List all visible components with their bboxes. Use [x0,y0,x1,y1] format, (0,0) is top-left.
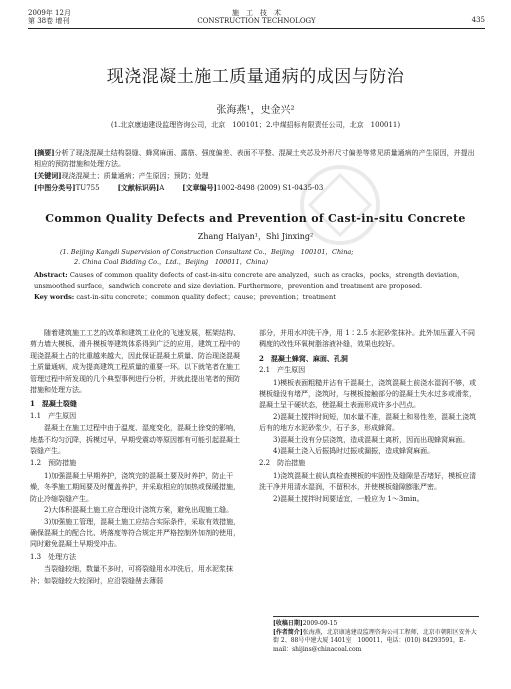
keywords-cn-text: 现浇混凝土；质量通病；产生原因；预防；处理 [61,172,209,180]
body-paragraph: 部分，并用水冲洗干净，用 1∶2.5 水泥砂浆抹补。此外加压灌入不同稠度的改性环氧树脂溶液补缝，效果也较好。 [259,329,476,349]
section-heading: 2 混凝土蜂窝、麻面、孔洞 [259,353,348,363]
received-label: [收稿日期] [273,620,303,627]
doc-code-item [118,182,165,194]
subsection-heading: 1.3 处理方法 [30,552,77,561]
body-paragraph: 3)混凝土没有分层浇筑，造成混凝土离析，因而出现蜂窝麻面。 [273,435,470,444]
body-paragraph: 3)加强施工管理，混凝土施工应结合实际条件，采取有效措施，确保混凝土的配合比、坍落度等符合规定并严格控制外加剂的使用，同时避免混凝土早期受冲击。 [30,517,241,549]
author-bio [273,629,479,655]
body-column-right [259,328,481,505]
journal-name [28,9,485,25]
body-paragraph: 随着建筑施工工艺的改革和建筑工业化的飞速发展，框架结构、剪力墙大模板、滑升模板等建筑体系得到广泛的应用，建筑工程中的现浇混凝土占的比重越来越大，因此保证混凝土质量、防治现浇混凝土质量通病，成为提高建筑工程质量的重要一环。以下就笔者在施工管理过程中所发现的几个典型事例进行分析，并就此提出笔者的预防措施和处理方法。 [30,329,240,395]
article-title-en: Common Quality Defects and Prevention of Cast-in-situ Concrete [45,212,466,225]
affiliation-en [60,247,471,267]
keywords-cn-label: [关键词] [34,171,62,180]
article-no-label: [文章编号] [182,183,217,192]
subsection-heading: 2.1 产生原因 [259,366,306,375]
keywords-cn [34,170,475,182]
affiliation-cn: (1.北京康迪建设监理咨询公司，北京 100101；2.中煤招标有限责任公司，北京 100011) [110,121,401,129]
abstract-en-label: Abstract: [34,271,68,279]
abstract-block-en [34,270,475,303]
subsection-heading: 2.2 防治措施 [259,459,306,468]
abstract-block-cn [34,147,475,194]
header-rule [28,28,485,29]
author-footnote [273,616,479,654]
classification-row [34,182,475,194]
abstract-cn-text: 分析了现浇混凝土结构裂缝、蜂窝麻面、露筋、强度偏差、表面不平整、混凝土夹芯及外形尺寸偏差等常见质量通病的产生原因，并提出相应的预防措施和处理方法。 [34,149,475,168]
affiliation-en-1: (1. Beijing Kangdi Supervision of Construction Consultant Co.，Beijing 100101，China; [60,248,354,256]
body-paragraph: 1)浇筑混凝土前认真检查模板的牢固性及缝隙是否堵好，模板应清洗干净并用清水湿润，不留积水，并使模板缝隙膨胀严密。 [259,471,477,492]
doc-code-label: [文献标识码] [117,183,160,192]
issue-date: 2009年 12月 [28,9,71,17]
clc-label: [中图分类号] [34,183,76,192]
clc-value: TU755 [75,184,100,192]
journal-name-cn: 施 工 技 术 [232,9,281,17]
subsection-heading: 1.1 产生原因 [30,411,77,420]
issue-volume: 第 38卷 增刊 [28,17,70,25]
keywords-en-text: cast-in-situ concrete；common quality defect；cause；prevention；treatment [76,293,336,301]
abstract-cn [34,147,475,170]
body-paragraph: 当裂缝较细，数量不多时，可将裂缝用水冲洗后，用水泥浆抹补；如裂缝较大较深时，应沿裂缝凿去薄弱 [30,565,233,585]
doc-code-value: A [159,184,165,192]
article-no-value: 1002-8498 (2009) S1-0435-03 [216,184,324,192]
body-paragraph: 2)大体积混凝土施工应合理设计浇筑方案，避免出现施工缝。 [44,506,234,515]
journal-name-en: CONSTRUCTION TECHNOLOGY [197,17,316,25]
body-column-left [30,328,242,587]
subsection-heading: 1.2 预防措施 [30,459,77,468]
authors-en: Zhang Haiyan¹，Shi Jinxing² [197,232,314,241]
clc-item [34,182,100,194]
keywords-en-label: Key words: [34,293,75,301]
abstract-en-text: Causes of common quality defects of cast-in-situ concrete are analyzed，such as cracks，pocks，strength deviation，unsmoothed surface，sandwich concrete and size deviation. Furthermore，prevention and treatment are proposed. [34,271,464,290]
body-paragraph: 混凝土在施工过程中由于温度、湿度变化，混凝土徐变的影响，地基不均匀沉降，拆模过早，早期受震动等原因都有可能引起混凝土裂缝产生。 [30,424,240,456]
body-paragraph: 1)模板表面粗糙并沾有干混凝土，浇筑混凝土前浇水湿润不够，或模板缝没有堵严，浇筑时，与模板接触部分的混凝土失水过多或滑浆，混凝土呈干硬状态，使混凝土表面形成许多小凹点。 [259,378,477,410]
page-number: 435 [471,16,485,24]
running-header [28,8,485,30]
body-paragraph: 2)混凝土搅拌时间短，加水量不准，混凝土和易性差，混凝土浇筑后有的地方水泥砂浆少，石子多，形成蜂窝。 [259,412,477,433]
abstract-cn-label: [摘要] [34,148,55,157]
affiliation-en-2: 2. China Coal Bidding Co.，Ltd.，Beijing 100011，China) [74,258,268,266]
keywords-en [34,292,475,303]
body-paragraph: 4)混凝土浇入后振捣时过振或漏振，造成蜂窝麻面。 [273,447,435,456]
received-date [273,620,479,629]
article-no-item [182,182,323,194]
body-paragraph: 1)加强混凝土早期养护，浇筑完的混凝土要及时养护，防止干燥，冬季施工期间要及时覆盖养护，并采取相应的加热或保暖措施，防止冷缩裂缝产生。 [30,471,240,503]
author-bio-text: 张海燕，北京康迪建设监理咨询公司工程师，北京市朝阳区安外大街 2、88号中建大厦 1401室 100011，电话：(010) 84293591，E-mail：shijins@chinacoal.com [273,628,477,653]
section-heading: 1 混凝土裂缝 [30,399,77,409]
abstract-en [34,270,475,292]
author-bio-label: [作者简介] [273,628,303,636]
article-title-cn: 现浇混凝土施工质量通病的成因与防治 [106,67,405,87]
authors-cn: 张海燕¹，史金兴² [216,105,295,116]
body-paragraph: 2)混凝土搅拌时间要适宜，一般应为 1～3min。 [273,494,424,503]
received-value: 2009-09-15 [302,620,338,627]
